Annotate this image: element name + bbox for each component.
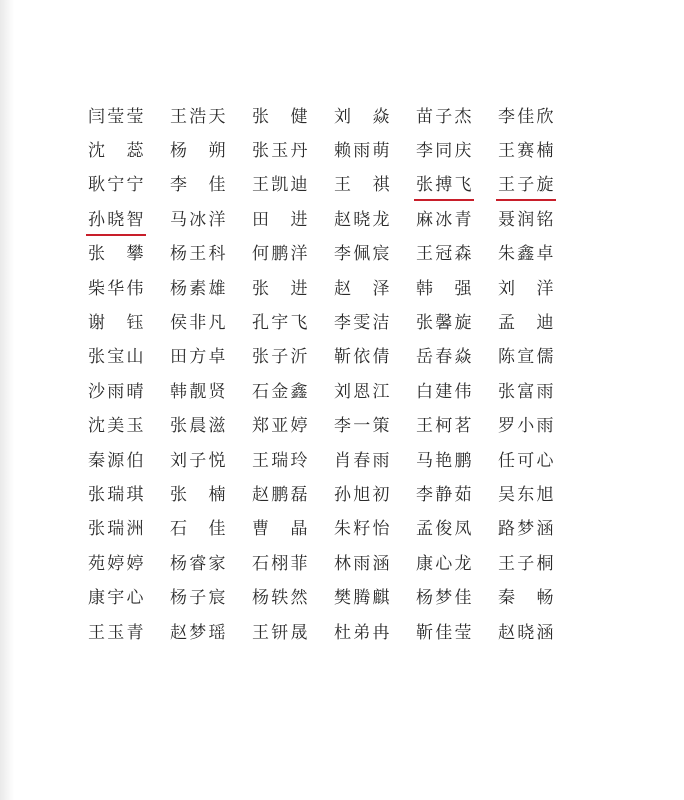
name-text: 赵梦瑶	[170, 622, 226, 643]
name-text: 王赛楠	[498, 141, 554, 162]
name-text: 苗子杰	[416, 106, 472, 127]
name-cell	[334, 441, 416, 475]
name-cell	[334, 475, 416, 509]
name-text: 赖雨萌	[334, 141, 390, 162]
name-text: 岳春焱	[416, 347, 472, 368]
name-cell	[252, 407, 334, 441]
name-text: 樊腾麒	[334, 588, 390, 609]
name-cell	[170, 407, 252, 441]
name-text: 张楠	[170, 484, 226, 505]
name-text: 李佳	[170, 175, 226, 196]
name-text: 林雨涵	[334, 553, 390, 574]
name-cell	[252, 510, 334, 544]
name-cell	[170, 338, 252, 372]
name-text: 王浩天	[170, 106, 226, 127]
name-cell	[416, 97, 498, 131]
name-cell	[252, 613, 334, 647]
name-text: 曹晶	[252, 519, 308, 540]
name-cell	[170, 269, 252, 303]
name-text: 秦畅	[498, 588, 554, 609]
name-text: 赵鹏磊	[252, 484, 308, 505]
name-text: 李佳欣	[498, 106, 554, 127]
name-cell	[334, 338, 416, 372]
name-text: 杨王科	[170, 244, 226, 265]
name-cell	[88, 578, 170, 612]
name-cell	[498, 166, 580, 200]
name-text: 杨子宸	[170, 588, 226, 609]
name-cell	[252, 441, 334, 475]
name-cell	[88, 338, 170, 372]
name-cell	[252, 372, 334, 406]
name-cell	[252, 578, 334, 612]
name-cell	[252, 338, 334, 372]
name-text: 张搏飞	[416, 170, 472, 195]
name-cell	[88, 544, 170, 578]
name-cell	[252, 97, 334, 131]
name-cell	[88, 235, 170, 269]
name-text: 张宝山	[88, 347, 144, 368]
name-cell	[334, 166, 416, 200]
name-cell	[498, 200, 580, 234]
name-cell	[252, 200, 334, 234]
name-text: 王钘晟	[252, 622, 308, 643]
name-cell	[416, 613, 498, 647]
name-text: 朱籽怡	[334, 519, 390, 540]
name-text: 孔宇飞	[252, 313, 308, 334]
name-text: 谢钰	[88, 313, 144, 334]
name-cell	[334, 131, 416, 165]
name-cell	[88, 510, 170, 544]
name-cell	[498, 544, 580, 578]
name-text: 石金鑫	[252, 381, 308, 402]
name-text: 陈宣儒	[498, 347, 554, 368]
name-cell	[88, 372, 170, 406]
name-text: 李静茹	[416, 484, 472, 505]
name-text: 刘洋	[498, 278, 554, 299]
name-cell	[170, 372, 252, 406]
name-cell	[334, 97, 416, 131]
name-cell	[498, 303, 580, 337]
name-text: 杨轶然	[252, 588, 308, 609]
name-text: 李佩宸	[334, 244, 390, 265]
name-text: 郑亚婷	[252, 416, 308, 437]
name-text: 张富雨	[498, 381, 554, 402]
name-list-table	[88, 97, 580, 647]
name-text: 杨梦佳	[416, 588, 472, 609]
name-cell	[498, 269, 580, 303]
name-text: 张晨滋	[170, 416, 226, 437]
name-cell	[170, 200, 252, 234]
name-text: 孟俊凤	[416, 519, 472, 540]
name-cell	[498, 407, 580, 441]
name-cell	[498, 578, 580, 612]
name-text: 韩靓贤	[170, 381, 226, 402]
name-cell	[170, 510, 252, 544]
name-text: 刘子悦	[170, 450, 226, 471]
name-text: 石栩菲	[252, 553, 308, 574]
name-text: 杨朔	[170, 141, 226, 162]
name-cell	[334, 235, 416, 269]
name-cell	[416, 544, 498, 578]
name-text: 张馨旋	[416, 313, 472, 334]
name-cell	[416, 510, 498, 544]
name-text: 杨素雄	[170, 278, 226, 299]
name-cell	[170, 97, 252, 131]
name-text: 白建伟	[416, 381, 472, 402]
name-text: 刘恩江	[334, 381, 390, 402]
name-cell	[170, 544, 252, 578]
name-cell	[334, 372, 416, 406]
name-text: 闫莹莹	[88, 106, 144, 127]
name-text: 马艳鹏	[416, 450, 472, 471]
name-cell	[170, 303, 252, 337]
page-left-shadow	[0, 0, 14, 800]
name-cell	[334, 578, 416, 612]
name-text: 张攀	[88, 244, 144, 265]
name-cell	[416, 200, 498, 234]
name-text: 赵晓涵	[498, 622, 554, 643]
name-cell	[416, 269, 498, 303]
name-text: 田方卓	[170, 347, 226, 368]
name-cell	[334, 510, 416, 544]
name-cell	[416, 475, 498, 509]
name-text: 孙旭初	[334, 484, 390, 505]
name-text: 朱鑫卓	[498, 244, 554, 265]
name-text: 赵晓龙	[334, 209, 390, 230]
name-text: 何鹏洋	[252, 244, 308, 265]
name-text: 吴东旭	[498, 484, 554, 505]
name-cell	[498, 372, 580, 406]
name-cell	[416, 235, 498, 269]
name-text: 侯非凡	[170, 313, 226, 334]
name-text: 赵泽	[334, 278, 390, 299]
name-cell	[498, 613, 580, 647]
name-cell	[170, 441, 252, 475]
name-cell	[252, 235, 334, 269]
name-cell	[252, 303, 334, 337]
name-text: 张瑞琪	[88, 484, 144, 505]
name-text: 苑婷婷	[88, 553, 144, 574]
name-text: 李雯洁	[334, 313, 390, 334]
name-text: 秦源伯	[88, 450, 144, 471]
name-text: 张瑞洲	[88, 519, 144, 540]
name-text: 马冰洋	[170, 209, 226, 230]
name-text: 罗小雨	[498, 416, 554, 437]
name-cell	[498, 131, 580, 165]
name-cell	[498, 475, 580, 509]
name-cell	[498, 441, 580, 475]
name-cell	[334, 407, 416, 441]
name-cell	[334, 269, 416, 303]
name-text: 张健	[252, 106, 308, 127]
name-text: 王子旋	[498, 170, 554, 195]
name-text: 王玉青	[88, 622, 144, 643]
name-text: 王凯迪	[252, 175, 308, 196]
name-cell	[334, 200, 416, 234]
name-text: 靳佳莹	[416, 622, 472, 643]
name-cell	[416, 407, 498, 441]
name-text: 靳依倩	[334, 347, 390, 368]
name-cell	[416, 303, 498, 337]
name-text: 路梦涵	[498, 519, 554, 540]
name-text: 聂润铭	[498, 209, 554, 230]
name-text: 杜弟冉	[334, 622, 390, 643]
name-text: 沈蕊	[88, 141, 144, 162]
name-text: 王冠森	[416, 244, 472, 265]
name-text: 麻冰青	[416, 209, 472, 230]
name-text: 张进	[252, 278, 308, 299]
name-text: 李一策	[334, 416, 390, 437]
name-text: 石佳	[170, 519, 226, 540]
name-cell	[252, 131, 334, 165]
name-cell	[170, 475, 252, 509]
name-text: 张玉丹	[252, 141, 308, 162]
name-text: 柴华伟	[88, 278, 144, 299]
name-text: 王子桐	[498, 553, 554, 574]
name-cell	[252, 475, 334, 509]
name-cell	[498, 338, 580, 372]
name-text: 韩强	[416, 278, 472, 299]
name-cell	[416, 131, 498, 165]
name-text: 杨睿家	[170, 553, 226, 574]
name-cell	[88, 407, 170, 441]
name-text: 田进	[252, 209, 308, 230]
name-cell	[252, 544, 334, 578]
name-cell	[88, 303, 170, 337]
name-cell	[88, 269, 170, 303]
name-cell	[88, 613, 170, 647]
name-cell	[170, 578, 252, 612]
name-cell	[416, 441, 498, 475]
name-cell	[416, 578, 498, 612]
name-text: 耿宁宁	[88, 175, 144, 196]
name-cell	[88, 441, 170, 475]
name-cell	[88, 475, 170, 509]
name-cell	[88, 97, 170, 131]
name-text: 刘焱	[334, 106, 390, 127]
name-text: 张子沂	[252, 347, 308, 368]
name-cell	[416, 338, 498, 372]
name-cell	[88, 166, 170, 200]
name-cell	[88, 200, 170, 234]
name-text: 王祺	[334, 175, 390, 196]
name-cell	[416, 166, 498, 200]
name-text: 肖春雨	[334, 450, 390, 471]
name-cell	[170, 613, 252, 647]
name-text: 康宇心	[88, 588, 144, 609]
name-cell	[170, 131, 252, 165]
name-cell	[252, 166, 334, 200]
name-text: 沈美玉	[88, 416, 144, 437]
name-text: 王瑞玲	[252, 450, 308, 471]
name-text: 孟迪	[498, 313, 554, 334]
name-cell	[88, 131, 170, 165]
name-cell	[252, 269, 334, 303]
name-cell	[498, 235, 580, 269]
name-text: 任可心	[498, 450, 554, 471]
name-text: 沙雨晴	[88, 381, 144, 402]
name-cell	[498, 510, 580, 544]
name-text: 康心龙	[416, 553, 472, 574]
name-cell	[334, 303, 416, 337]
name-text: 孙晓智	[88, 205, 144, 230]
name-text: 王柯茗	[416, 416, 472, 437]
name-cell	[334, 613, 416, 647]
name-cell	[416, 372, 498, 406]
name-cell	[170, 235, 252, 269]
name-cell	[170, 166, 252, 200]
name-text: 李同庆	[416, 141, 472, 162]
name-cell	[498, 97, 580, 131]
name-cell	[334, 544, 416, 578]
